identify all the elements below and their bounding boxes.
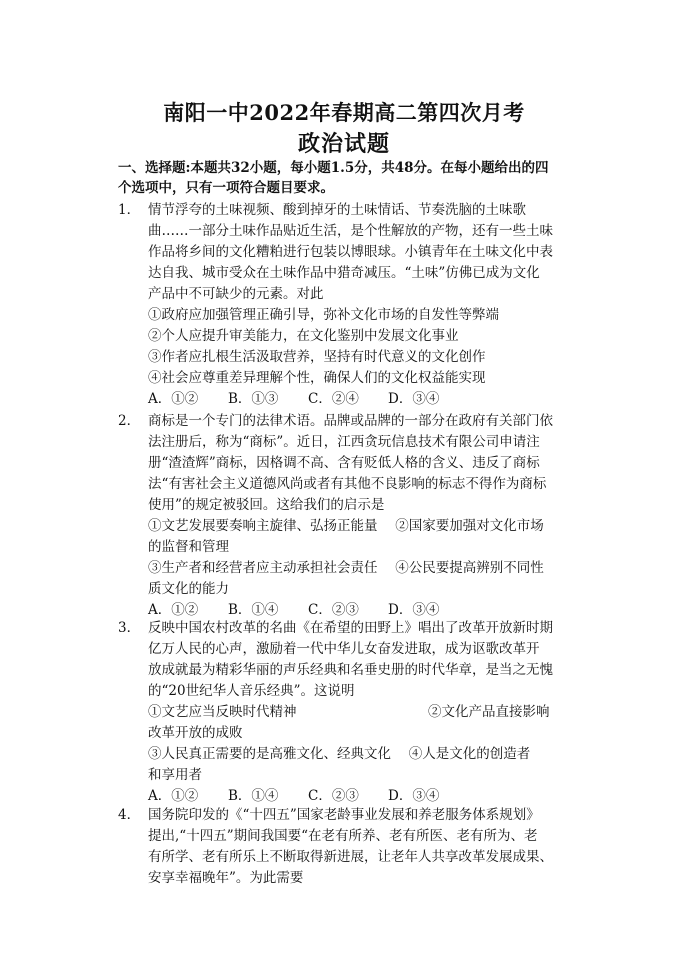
question-number: 4． [118, 807, 141, 823]
question-1 [118, 200, 598, 410]
option-statement: ④社会应尊重差异理解个性，确保人们的文化权益能实现 [148, 370, 486, 386]
option-statement: ③人民真正需要的是高雅文化、经典文化 ④人是文化的创造者 [148, 746, 531, 762]
answer-choice-b: B．①③ [228, 391, 279, 407]
question-stem-line: 安享幸福晚年”。为此需要 [148, 870, 304, 886]
option-statement: ①政府应加强管理正确引导，弥补文化市场的自发性等弊端 [148, 307, 499, 323]
question-stem-line: 提出,“十四五”期间我国要“在老有所养、老有所医、老有所为、老 [148, 828, 538, 844]
option-statement: 质文化的能力 [148, 581, 229, 597]
question-number: 3． [118, 620, 141, 636]
option-statement: ③生产者和经营者应主动承担社会责任 ④公民要提高辨别不同性 [148, 560, 544, 576]
question-4 [118, 805, 598, 889]
question-stem-line: 法“有害社会主义道德风尚或者有其他不良影响的标志不得作为商标 [148, 476, 547, 492]
option-row [118, 702, 598, 723]
option-statement: ①文艺发展要奏响主旋律、弘扬正能量 ②国家要加强对文化市场 [148, 518, 544, 534]
answer-choice-b: B．①④ [228, 602, 279, 618]
answer-choice-a: A．①② [148, 391, 199, 407]
option-statement: ②个人应提升审美能力，在文化鉴别中发展文化事业 [148, 328, 459, 344]
exam-subject-title: 政治试题 [297, 131, 390, 157]
answer-choice-d: D．③④ [388, 788, 440, 804]
answer-choice-b: B．①④ [228, 788, 279, 804]
answer-choice-a: A．①② [148, 602, 199, 618]
answer-choice-c: C．②④ [308, 391, 359, 407]
answer-choice-d: D．③④ [388, 391, 440, 407]
question-stem-line: 放成就最为精彩华丽的声乐经典和名垂史册的时代华章，是当之无愧 [148, 662, 553, 678]
option-statement: 的监督和管理 [148, 539, 229, 555]
question-stem-line: 反映中国农村改革的名曲《在希望的田野上》唱出了改革开放新时期 [148, 620, 553, 636]
question-stem-line: 产品中不可缺少的元素。对此 [148, 286, 324, 302]
section-instructions [118, 158, 598, 198]
section-instructions-line: 个选项中，只有一项符合题目要求。 [118, 180, 334, 196]
question-stem-line: 情节浮夸的土味视频、酸到掉牙的土味情话、节奏洗脑的土味歌 [148, 202, 526, 218]
option-statement: ②文化产品直接影响 [428, 704, 550, 720]
answer-choice-a: A．①② [148, 788, 199, 804]
question-number: 2． [118, 413, 141, 429]
question-stem-line: 的“20世纪华人音乐经典”。这说明 [148, 683, 355, 699]
answer-choice-c: C．②③ [308, 788, 359, 804]
option-statement: ①文艺应当反映时代精神 [148, 704, 297, 720]
question-stem-line: 有所学、老有所乐上不断取得新进展，让老年人共享改革发展成果、 [148, 849, 553, 865]
question-stem-line: 册“渣渣辉”商标，因格调不高、含有贬低人格的含义、违反了商标 [148, 455, 540, 471]
option-statement: 改革开放的成败 [148, 725, 243, 741]
answer-choices [118, 786, 598, 807]
option-statement: 和享用者 [148, 767, 202, 783]
question-stem-line: 国务院印发的《“十四五”国家老龄事业发展和养老服务体系规划》 [148, 807, 540, 823]
question-2 [118, 411, 598, 621]
question-3 [118, 618, 598, 807]
question-number: 1． [118, 202, 141, 218]
question-stem-line: 作品将乡间的文化糟粕进行包装以博眼球。小镇青年在土味文化中表 [148, 244, 553, 260]
answer-choice-d: D．③④ [388, 602, 440, 618]
question-stem-line: 商标是一个专门的法律术语。品牌或品牌的一部分在政府有关部门依 [148, 413, 553, 429]
exam-title: 南阳一中2022年春期高二第四次月考 [163, 100, 525, 125]
question-stem-line: 使用”的规定被驳回。这给我们的启示是 [148, 497, 385, 513]
question-stem-line: 达自我、城市受众在土味作品中猎奇减压。“土味”仿佛已成为文化 [148, 265, 540, 281]
answer-choice-c: C．②③ [308, 602, 359, 618]
option-statement: ③作者应扎根生活汲取营养，坚持有时代意义的文化创作 [148, 349, 486, 365]
question-stem-line: 曲……一部分土味作品贴近生活，是个性解放的产物，还有一些土味 [148, 223, 553, 239]
question-stem-line: 亿万人民的心声，激励着一代中华儿女奋发进取，成为讴歌改革开 [148, 641, 540, 657]
answer-choices [118, 389, 598, 410]
question-stem-line: 法注册后，称为“商标”。近日，江西贪玩信息技术有限公司申请注 [148, 434, 540, 450]
section-instructions-line: 一、选择题:本题共32小题，每小题1.5分，共48分。在每小题给出的四 [118, 160, 549, 176]
